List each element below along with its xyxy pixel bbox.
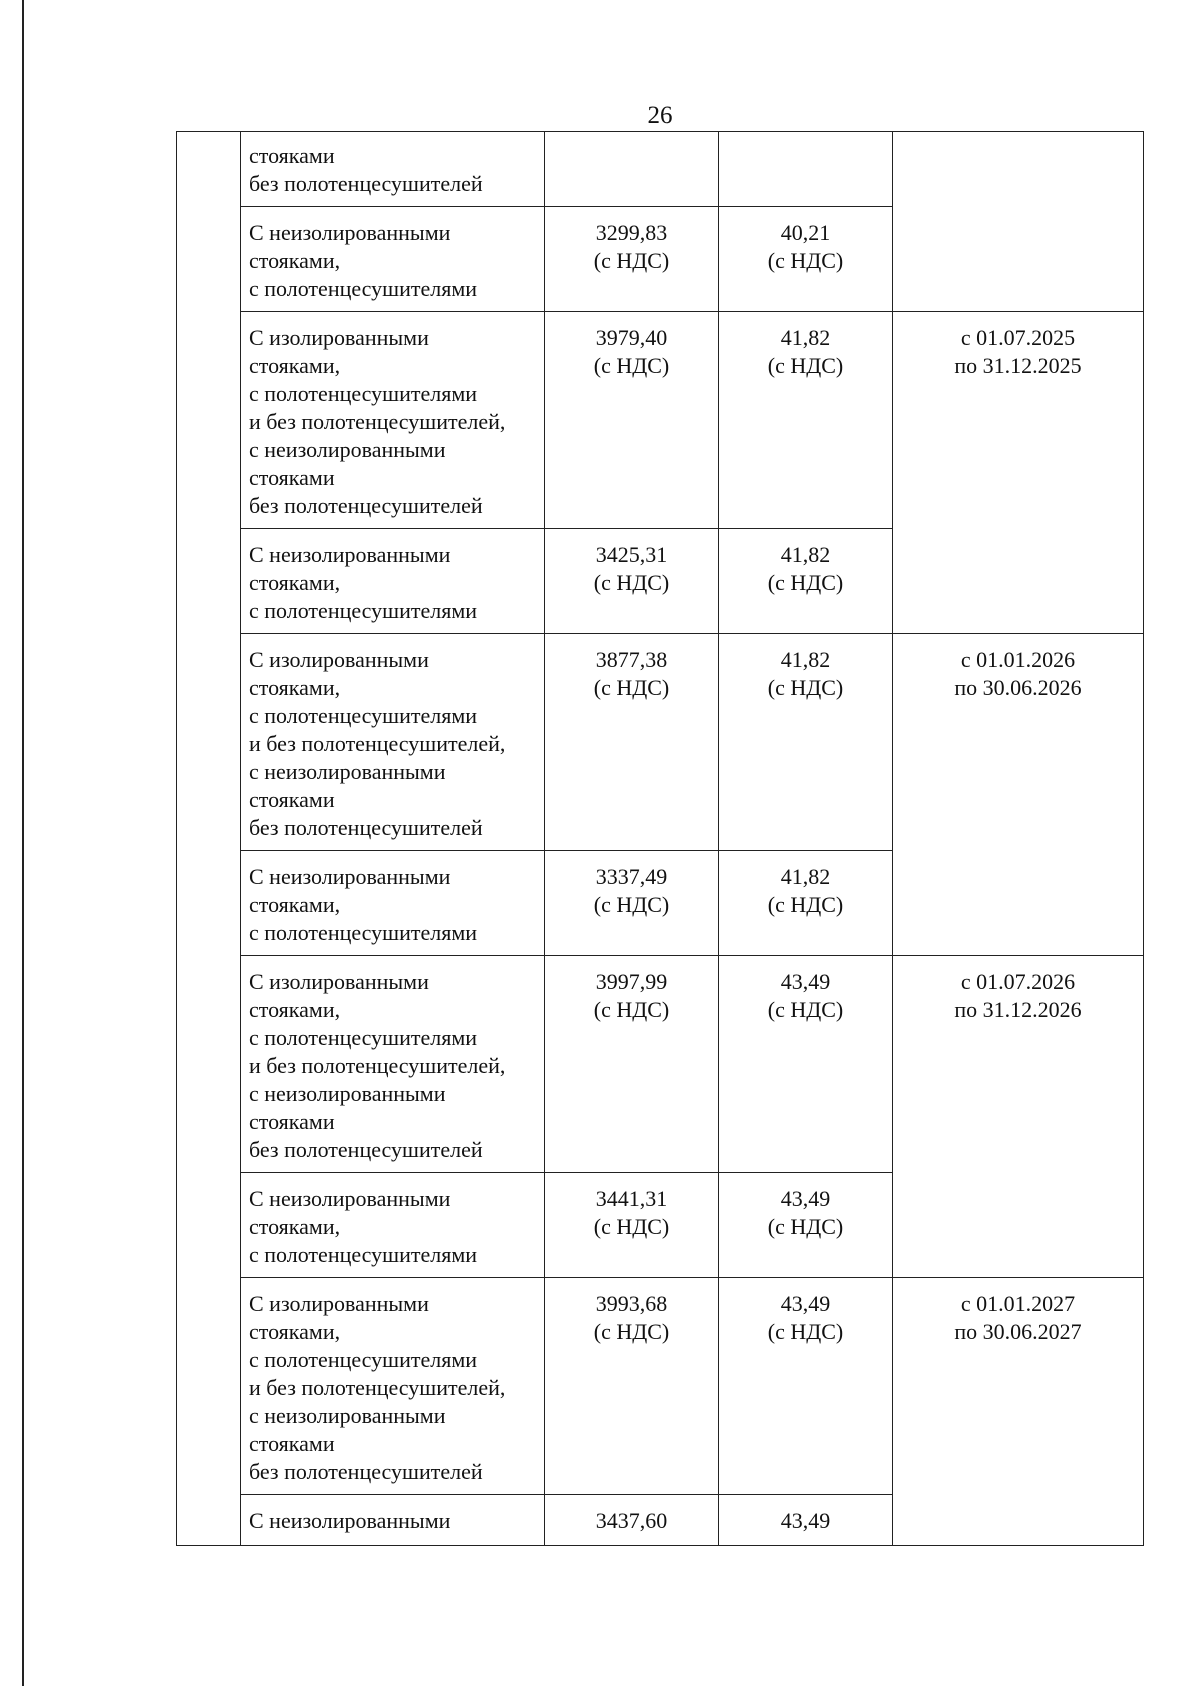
description-line: С изолированными [249, 647, 429, 672]
description-cell [241, 207, 545, 312]
rate-cell [719, 207, 893, 312]
rate-value: 41,82 [780, 325, 831, 350]
rate-value: 43,49 [780, 969, 831, 994]
description-cell [241, 312, 545, 529]
table-row [177, 132, 1144, 207]
description-line: с неизолированными [249, 1403, 446, 1428]
vat-note: (с НДС) [767, 1214, 844, 1239]
period-end: по 30.06.2027 [954, 1319, 1082, 1344]
description-line: с полотенцесушителями [249, 703, 478, 728]
description-line: без полотенцесушителей [249, 815, 483, 840]
rate-value: 43,49 [780, 1508, 831, 1533]
description-line: с неизолированными [249, 759, 446, 784]
price-value: 3437,60 [595, 1508, 668, 1533]
price-cell [545, 956, 719, 1173]
table-row [177, 956, 1144, 1173]
description-line: С неизолированными [249, 542, 451, 567]
description-line: стояками [249, 1109, 335, 1134]
period-start: с 01.07.2026 [960, 969, 1076, 994]
period-end: по 31.12.2025 [954, 353, 1082, 378]
price-cell [545, 132, 719, 207]
period-start: с 01.01.2027 [960, 1291, 1076, 1316]
description-cell [241, 1173, 545, 1278]
rate-cell [719, 1278, 893, 1495]
rate-value: 41,82 [780, 647, 831, 672]
price-value: 3337,49 [595, 864, 668, 889]
rate-cell [719, 956, 893, 1173]
description-line: с полотенцесушителями [249, 598, 478, 623]
description-line: С изолированными [249, 325, 429, 350]
vat-note: (с НДС) [593, 248, 670, 273]
description-line: с полотенцесушителями [249, 276, 478, 301]
description-line: и без полотенцесушителей, [249, 731, 506, 756]
description-cell [241, 1278, 545, 1495]
price-cell [545, 1173, 719, 1278]
price-cell [545, 1495, 719, 1546]
description-line: стояками, [249, 997, 341, 1022]
description-line: С неизолированными [249, 1186, 451, 1211]
period-start: с 01.07.2025 [960, 325, 1076, 350]
vat-note: (с НДС) [593, 892, 670, 917]
binding-line [22, 0, 24, 1686]
description-line: с полотенцесушителями [249, 381, 478, 406]
price-value: 3441,31 [595, 1186, 668, 1211]
vat-note: (с НДС) [593, 1319, 670, 1344]
description-line: с неизолированными [249, 1081, 446, 1106]
vat-note: (с НДС) [767, 353, 844, 378]
description-line: С изолированными [249, 969, 429, 994]
table-row [177, 312, 1144, 529]
period-cell [893, 312, 1144, 634]
vat-note: (с НДС) [767, 892, 844, 917]
vat-note: (с НДС) [767, 997, 844, 1022]
description-line: стояками, [249, 892, 341, 917]
price-value: 3997,99 [595, 969, 668, 994]
rate-cell [719, 529, 893, 634]
description-line: с полотенцесушителями [249, 1025, 478, 1050]
vat-note: (с НДС) [767, 1319, 844, 1344]
vat-note: (с НДС) [593, 997, 670, 1022]
description-line: С изолированными [249, 1291, 429, 1316]
price-cell [545, 529, 719, 634]
description-line: стояками [249, 787, 335, 812]
description-line: и без полотенцесушителей, [249, 409, 506, 434]
vat-note: (с НДС) [593, 675, 670, 700]
rate-cell [719, 851, 893, 956]
description-line: стояками, [249, 1319, 341, 1344]
description-line: стояками, [249, 1214, 341, 1239]
description-line: с неизолированными [249, 437, 446, 462]
vat-note: (с НДС) [767, 570, 844, 595]
description-line: стояками [249, 465, 335, 490]
period-cell [893, 634, 1144, 956]
tariff-table-body [177, 132, 1144, 1546]
rate-cell [719, 634, 893, 851]
description-line: С неизолированными [249, 864, 451, 889]
description-line: стояками [249, 1431, 335, 1456]
description-line: и без полотенцесушителей, [249, 1375, 506, 1400]
description-line: стояками, [249, 570, 341, 595]
vat-note: (с НДС) [593, 570, 670, 595]
description-line: стояками, [249, 353, 341, 378]
vat-note: (с НДС) [593, 353, 670, 378]
price-cell [545, 207, 719, 312]
rate-value: 43,49 [780, 1291, 831, 1316]
rate-cell [719, 132, 893, 207]
period-start: с 01.01.2026 [960, 647, 1076, 672]
description-line: С неизолированными [249, 1508, 451, 1533]
description-line: и без полотенцесушителей, [249, 1053, 506, 1078]
price-cell [545, 634, 719, 851]
price-cell [545, 312, 719, 529]
table-row [177, 634, 1144, 851]
period-cell [893, 1278, 1144, 1546]
price-value: 3979,40 [595, 325, 668, 350]
price-value: 3877,38 [595, 647, 668, 672]
description-line: стояками [249, 143, 335, 168]
description-cell [241, 132, 545, 207]
rate-value: 40,21 [780, 220, 831, 245]
description-cell [241, 956, 545, 1173]
rate-value: 41,82 [780, 542, 831, 567]
rate-cell [719, 1173, 893, 1278]
description-cell [241, 634, 545, 851]
description-line: без полотенцесушителей [249, 1137, 483, 1162]
description-cell [241, 851, 545, 956]
price-cell [545, 1278, 719, 1495]
price-cell [545, 851, 719, 956]
period-end: по 31.12.2026 [954, 997, 1082, 1022]
description-line: без полотенцесушителей [249, 1459, 483, 1484]
description-line: стояками, [249, 675, 341, 700]
price-value: 3425,31 [595, 542, 668, 567]
description-line: с полотенцесушителями [249, 1242, 478, 1267]
description-line: С неизолированными [249, 220, 451, 245]
period-cell [893, 956, 1144, 1278]
description-line: без полотенцесушителей [249, 493, 483, 518]
rate-value: 41,82 [780, 864, 831, 889]
description-line: с полотенцесушителями [249, 1347, 478, 1372]
rate-value: 43,49 [780, 1186, 831, 1211]
vat-note: (с НДС) [767, 675, 844, 700]
table-row [177, 1278, 1144, 1495]
price-value: 3993,68 [595, 1291, 668, 1316]
description-line: стояками, [249, 248, 341, 273]
vat-note: (с НДС) [767, 248, 844, 273]
price-value: 3299,83 [595, 220, 668, 245]
vat-note: (с НДС) [593, 1214, 670, 1239]
description-cell [241, 529, 545, 634]
tariff-table [176, 131, 1144, 1546]
blank-left-column [177, 132, 241, 1546]
rate-cell [719, 1495, 893, 1546]
description-line: без полотенцесушителей [249, 171, 483, 196]
description-line: с полотенцесушителями [249, 920, 478, 945]
rate-cell [719, 312, 893, 529]
period-end: по 30.06.2026 [954, 675, 1082, 700]
period-cell [893, 132, 1144, 312]
page-number: 26 [647, 102, 673, 129]
description-cell [241, 1495, 545, 1546]
